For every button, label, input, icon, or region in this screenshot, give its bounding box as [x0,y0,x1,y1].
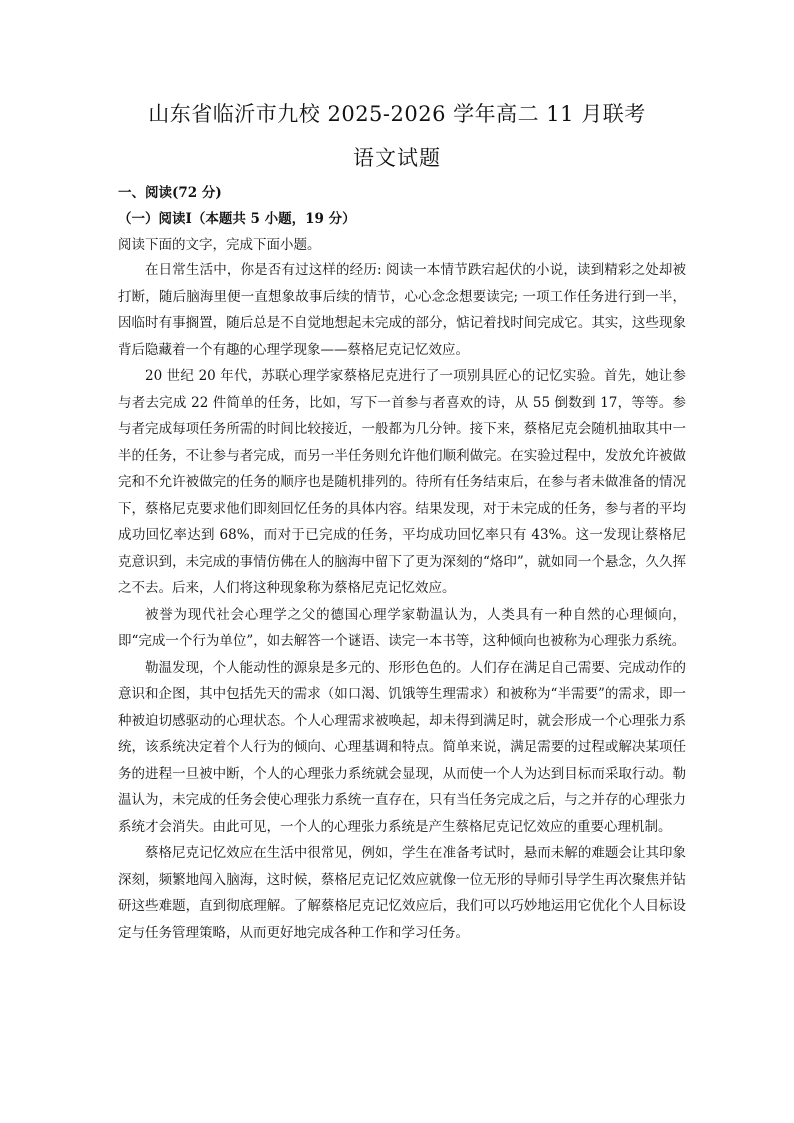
passage-paragraph: 在日常生活中，你是否有过这样的经历: 阅读一本情节跌宕起伏的小说，读到精彩之处却被打断，随后脑海里便一直想象故事后续的情节，心心念念想要读完; 一项工作任务进行到一半，因临时有事搁置，随后总是不自觉地想起未完成的部分，惦记着找时间完成它。其实，这些现象背后隐藏着一个有趣的心理学现象——蔡格尼克记忆效应。 [118,262,686,358]
passage-paragraph: 20 世纪 20 年代，苏联心理学家蔡格尼克进行了一项别具匠心的记忆实验。首先，她让参与者去完成 22 件简单的任务，比如，写下一首参与者喜欢的诗，从 55 倒数到 17，等等。参与者完成每项任务所需的时间比较接近，一般都为几分钟。接下来，蔡格尼克会随机抽取其中一半的任务，不让参与者完成，而另一半任务则允许他们顺利做完。在实验过程中，发放允许被做完和不允许被做完的任务的顺序也是随机排列的。待所有任务结束后，在参与者未做准备的情况下，蔡格尼克要求他们即刻回忆任务的具体内容。结果发现，对于未完成的任务，参与者的平均成功回忆率达到 68%，而对于已完成的任务，平均成功回忆率只有 43%。这一发现让蔡格尼克意识到，未完成的事情仿佛在人的脑海中留下了更为深刻的“烙印”，就如同一个悬念，久久挥之不去。后来，人们将这种现象称为蔡格尼克记忆效应。 [118,368,686,596]
passage-paragraph: 被誉为现代社会心理学之父的德国心理学家勒温认为，人类具有一种自然的心理倾向，即“完成一个行为单位”，如去解答一个谜语、读完一本书等，这种倾向也被称为心理张力系统。 [118,606,686,649]
section-heading: 一、阅读(72 分) [118,185,222,201]
passage-paragraph: 勒温发现，个人能动性的源泉是多元的、形形色色的。人们存在满足自己需要、完成动作的意识和企图，其中包括先天的需求（如口渴、饥饿等生理需求）和被称为“半需要”的需求，即一种被迫切感驱动的心理状态。个人心理需求被唤起，却未得到满足时，就会形成一个心理张力系统，该系统决定着个人行为的倾向、心理基调和特点。简单来说，满足需要的过程或解决某项任务的进程一旦被中断，个人的心理张力系统就会显现，从而使一个人为达到目标而采取行动。勒温认为，未完成的任务会使心理张力系统一直存在，只有当任务完成之后，与之并存的心理张力系统才会消失。由此可见，一个人的心理张力系统是产生蔡格尼克记忆效应的重要心理机制。 [118,659,686,835]
reading-passage [118,257,686,946]
reading-instruction: 阅读下面的文字，完成下面小题。 [118,237,321,253]
passage-paragraph: 蔡格尼克记忆效应在生活中很常见，例如，学生在准备考试时，悬而未解的难题会让其印象深刻，频繁地闯入脑海，这时候，蔡格尼克记忆效应就像一位无形的导师引导学生再次聚焦并钻研这些难题，直到彻底理解。了解蔡格尼克记忆效应后，我们可以巧妙地运用它优化个人目标设定与任务管理策略，从而更好地完成各种工作和学习任务。 [118,845,686,941]
subsection-heading: （一）阅读Ⅰ（本题共 5 小题，19 分） [118,211,356,227]
exam-title: 山东省临沂市九校 2025-2026 学年高二 11 月联考 [148,102,646,126]
exam-subtitle: 语文试题 [353,146,441,170]
